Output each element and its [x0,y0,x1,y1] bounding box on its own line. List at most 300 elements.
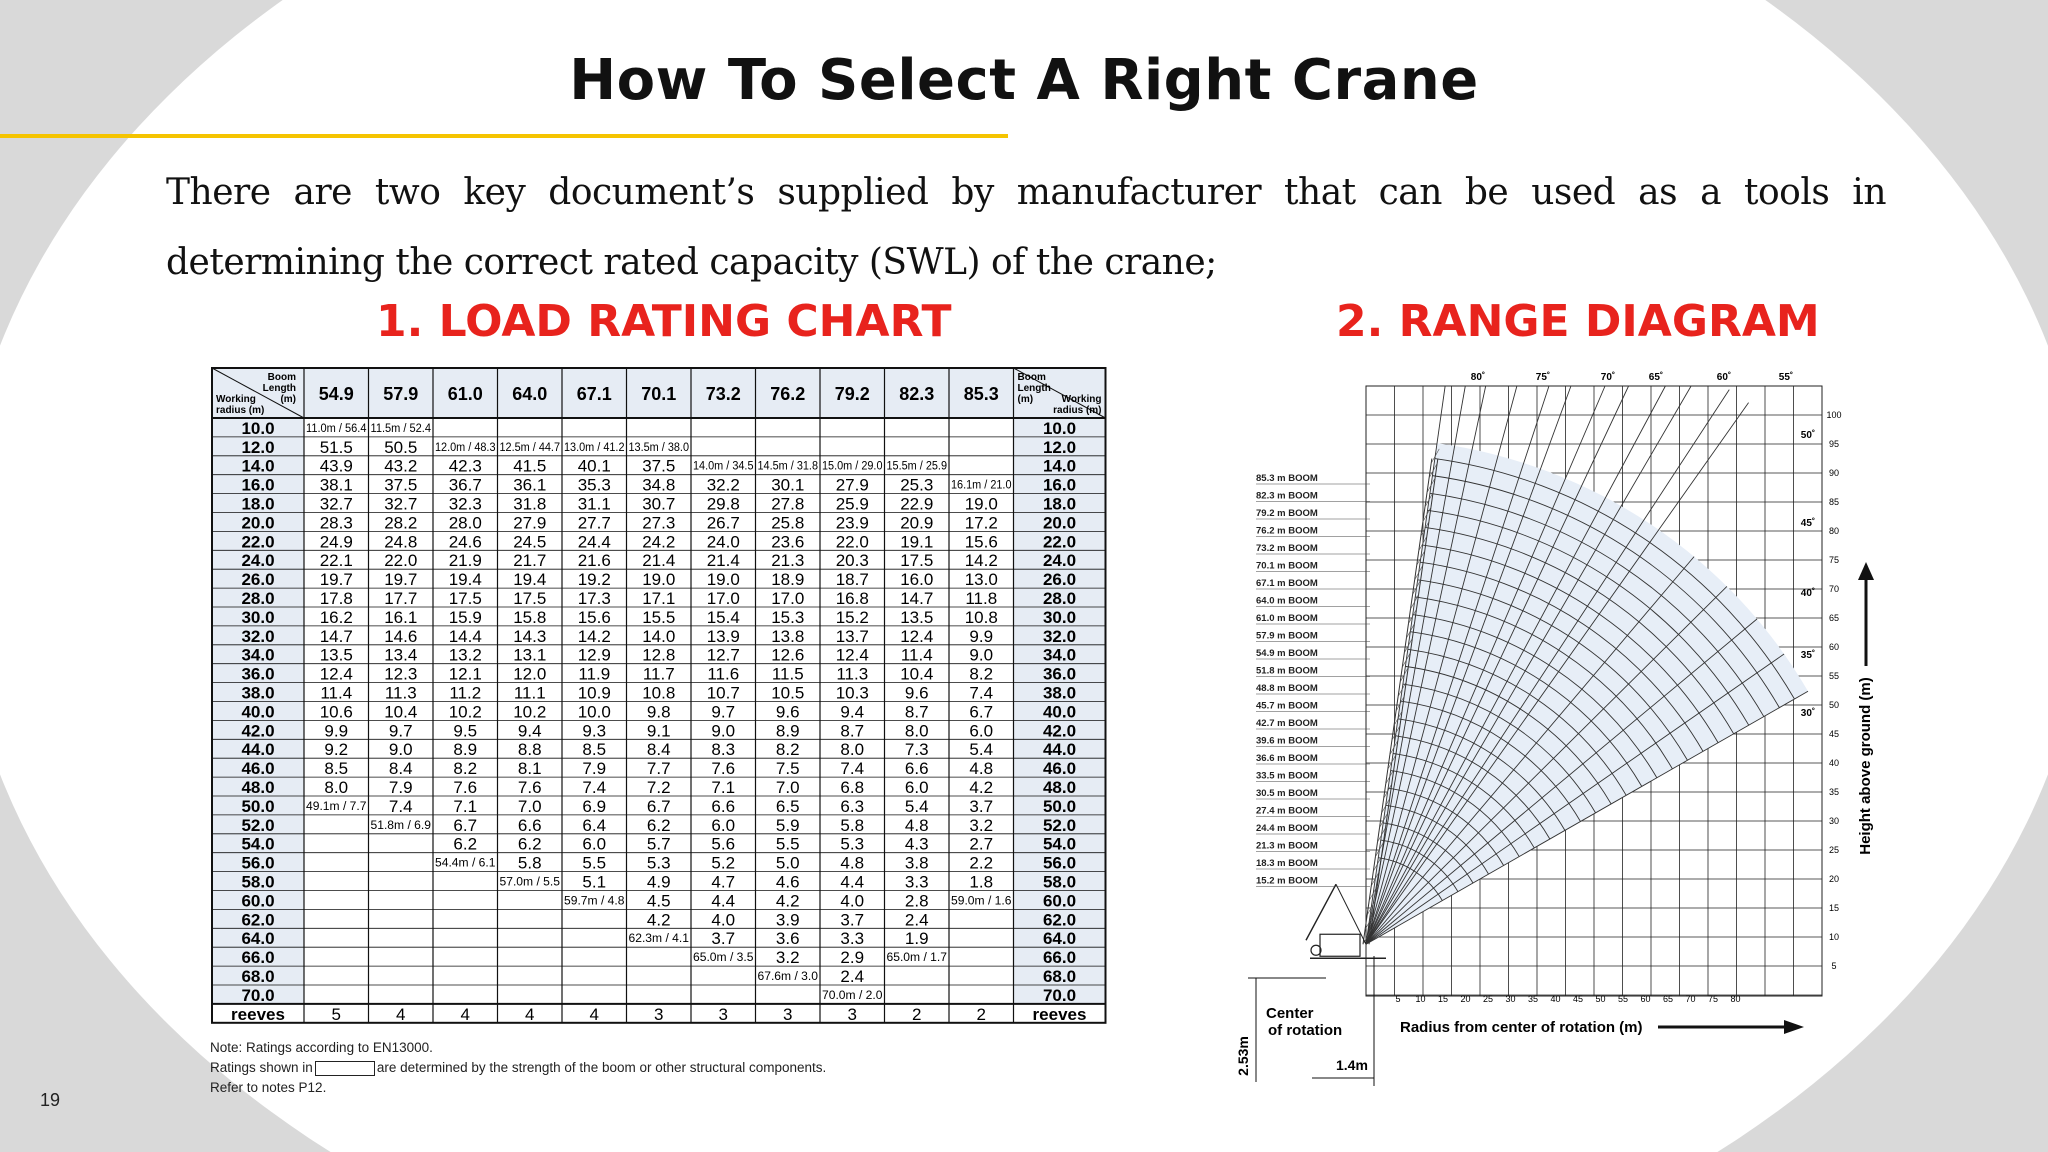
capacity-cell: 6.7 [453,815,478,835]
capacity-cell: 5.5 [582,853,607,873]
capacity-cell: 3.2 [775,948,800,968]
capacity-cell: 17.5 [900,551,934,571]
capacity-cell: 8.0 [324,778,349,797]
radius-label: 32.0 [241,626,275,646]
capacity-cell: 19.1 [900,532,934,552]
capacity-cell: 6.7 [969,702,994,722]
capacity-cell: 7.1 [453,796,478,816]
capacity-cell: 6.5 [775,796,800,816]
radius-label-right: 62.0 [1042,910,1077,930]
capacity-cell: 5.1 [582,872,607,892]
radius-label-right: 46.0 [1042,759,1077,779]
radius-label-right: 30.0 [1042,607,1077,627]
boom-label: 30.5 m BOOM [1256,788,1318,799]
capacity-cell: 3.7 [711,929,736,949]
capacity-cell: 7.6 [517,778,542,797]
boom-label: 18.3 m BOOM [1256,858,1318,869]
capacity-cell: 12.4 [319,664,353,684]
radius-label-right: 44.0 [1042,740,1077,760]
capacity-cell: 6.7 [646,796,671,816]
radius-tick: 20 [1460,994,1471,1004]
capacity-cell: 9.0 [388,740,413,760]
radius-label-right: 38.0 [1042,683,1077,703]
capacity-cell: 62.3m / 4.1 [628,933,689,946]
note-line-3: Refer to notes P12. [210,1080,327,1095]
capacity-cell: 15.9 [448,607,482,627]
capacity-cell: 9.5 [453,721,478,741]
top-angle-label: 75˚ [1535,372,1551,383]
capacity-cell: 13.2 [448,645,482,665]
capacity-cell: 27.9 [835,475,869,495]
capacity-cell: 3.3 [904,872,929,892]
top-angle-label: 65˚ [1648,372,1664,383]
radius-label-right: 26.0 [1042,570,1077,590]
capacity-cell: 3.7 [969,796,994,816]
x-axis-arrowhead [1784,1020,1804,1034]
capacity-cell: 9.3 [582,721,607,741]
capacity-cell: 16.8 [835,589,869,608]
radius-label: 58.0 [241,872,275,892]
capacity-cell: 7.4 [388,796,413,816]
capacity-cell: 43.2 [384,456,418,476]
radius-label-right: 56.0 [1042,853,1077,873]
capacity-cell: 19.2 [577,570,611,590]
radius-label: 18.0 [241,494,275,514]
radius-label: 36.0 [241,664,275,684]
capacity-cell: 11.2 [449,683,482,703]
capacity-cell: 8.0 [840,740,865,760]
capacity-cell: 15.3 [771,607,805,627]
capacity-cell: 9.0 [969,645,994,665]
capacity-cell: 8.0 [904,721,929,741]
capacity-cell: 38.1 [319,475,353,495]
capacity-cell: 67.6m / 3.0 [757,971,818,983]
capacity-cell: 59.7m / 4.8 [564,895,625,908]
radius-tick: 55 [1617,994,1629,1004]
slide-title: How To Select A Right Crane [569,48,1479,113]
capacity-cell: 11.1 [513,683,546,703]
radius-label: 12.0 [241,437,275,457]
capacity-cell: 7.2 [646,778,671,797]
height-tick: 90 [1828,468,1840,478]
radius-label-right: 12.0 [1042,437,1077,457]
reeves-label: reeves [231,1004,285,1024]
capacity-cell: 5.2 [711,853,736,873]
radius-label: 56.0 [241,853,275,873]
capacity-cell: 4.2 [775,891,800,911]
capacity-cell: 13.0 [964,570,998,590]
capacity-cell: 36.1 [513,475,547,495]
radius-label-right: 20.0 [1042,513,1077,533]
capacity-cell: 2.9 [840,948,865,968]
top-angle-label: 60˚ [1716,372,1732,383]
capacity-cell: 23.6 [771,532,805,552]
boom-length-header: 82.3 [899,384,935,404]
capacity-cell: 3.7 [840,910,865,930]
capacity-cell: 10.7 [706,683,740,703]
radius-label-right: 48.0 [1042,778,1077,797]
capacity-cell: 19.0 [706,570,740,590]
y-axis-label: Height above ground (m) [1857,677,1874,855]
capacity-cell: 15.5 [642,607,676,627]
capacity-cell: 13.5m / 38.0 [628,441,689,454]
capacity-cell: 30.1 [771,475,805,495]
radius-label-right: 40.0 [1042,702,1077,722]
capacity-cell: 17.5 [448,589,482,608]
height-tick: 55 [1828,671,1840,681]
side-angle-label: 50˚ [1800,430,1816,441]
boom-label: 45.7 m BOOM [1256,700,1318,712]
capacity-cell: 8.4 [388,759,413,779]
height-tick: 65 [1828,613,1840,623]
capacity-cell: 50.5 [384,437,418,457]
height-tick: 15 [1828,903,1840,913]
capacity-cell: 12.9 [577,645,611,665]
radius-label-right: 34.0 [1042,645,1077,665]
capacity-cell: 6.0 [969,721,994,741]
capacity-cell: 6.0 [904,778,929,797]
capacity-cell: 14.0 [642,626,676,646]
boom-label: 85.3 m BOOM [1256,473,1318,484]
capacity-cell: 4.8 [969,759,994,779]
capacity-cell: 9.4 [517,721,542,741]
corner-label: radius (m) [216,405,265,416]
capacity-cell: 19.7 [384,570,418,590]
radius-label: 16.0 [241,475,275,495]
capacity-cell: 8.2 [775,740,800,760]
capacity-cell: 8.2 [453,759,478,779]
height-tick: 5 [1831,961,1837,971]
capacity-cell: 14.6 [384,626,418,646]
top-angle-label: 55˚ [1778,372,1794,383]
note-line-2b: are determined by the strength of the boom or other structural components. [376,1060,827,1075]
capacity-cell: 5.3 [646,853,671,873]
capacity-cell: 8.7 [840,721,865,741]
boom-label: 15.2 m BOOM [1256,875,1318,887]
radius-label-right: 54.0 [1042,834,1077,854]
capacity-cell: 2.8 [904,891,929,911]
crane-mast [1306,884,1336,940]
reeves-value: 3 [654,1004,664,1024]
capacity-cell: 8.4 [646,740,671,760]
capacity-cell: 17.5 [513,589,547,608]
radius-tick: 40 [1550,994,1561,1004]
reeves-value: 3 [718,1004,728,1024]
radius-label: 28.0 [241,589,275,608]
capacity-cell: 2.4 [904,910,929,930]
capacity-cell: 12.6 [771,645,805,665]
capacity-cell: 27.9 [513,513,547,533]
reeves-value: 4 [589,1004,599,1024]
capacity-cell: 3.9 [775,910,800,930]
radius-label-right: 52.0 [1042,815,1077,835]
capacity-cell: 59.0m / 1.6 [951,895,1012,908]
capacity-cell: 21.6 [577,551,611,571]
radius-tick: 45 [1572,994,1584,1004]
capacity-cell: 9.9 [324,721,349,741]
capacity-cell: 7.6 [711,759,736,779]
capacity-cell: 8.5 [582,740,607,760]
radius-tick: 70 [1685,994,1696,1004]
radius-label: 60.0 [241,891,275,911]
capacity-cell: 6.0 [711,815,736,835]
capacity-cell: 20.3 [835,551,869,571]
radius-label-right: 16.0 [1042,475,1077,495]
capacity-cell: 12.4 [900,626,934,646]
radius-label-right: 32.0 [1042,626,1077,646]
capacity-cell: 11.8 [965,589,998,608]
boom-label: 73.2 m BOOM [1256,543,1318,554]
capacity-cell: 31.8 [513,494,547,514]
capacity-cell: 8.5 [324,759,349,779]
boom-label: 33.5 m BOOM [1256,770,1318,782]
capacity-cell: 9.6 [904,683,929,703]
capacity-cell: 5.9 [775,815,800,835]
height-tick: 80 [1828,526,1840,536]
radius-label: 42.0 [241,721,275,741]
capacity-cell: 22.0 [835,532,869,552]
capacity-cell: 17.1 [642,589,676,608]
capacity-cell: 8.7 [904,702,929,722]
capacity-cell: 14.2 [964,551,998,571]
height-tick: 10 [1828,932,1840,942]
capacity-cell: 23.9 [835,513,869,533]
capacity-cell: 29.8 [706,494,740,514]
capacity-cell: 4.0 [840,891,865,911]
corner-label-right: radius (m) [1053,405,1102,416]
capacity-cell: 3.6 [775,929,800,949]
radius-label: 10.0 [241,418,275,438]
capacity-cell: 10.4 [900,664,934,684]
radius-label-right: 18.0 [1042,494,1077,514]
capacity-cell: 20.9 [900,513,934,533]
capacity-cell: 5.6 [711,834,736,854]
capacity-cell: 18.7 [835,570,869,590]
radius-label: 70.0 [241,985,275,1005]
capacity-cell: 24.9 [319,532,353,552]
radius-tick: 50 [1595,994,1606,1004]
radius-label: 24.0 [241,551,275,571]
capacity-cell: 24.8 [384,532,418,552]
boom-label: 48.8 m BOOM [1256,683,1318,694]
capacity-cell: 21.4 [642,551,676,571]
radius-tick: 15 [1437,994,1449,1004]
boom-length-header: 54.9 [318,384,354,404]
radius-label: 20.0 [241,513,275,533]
capacity-cell: 4.3 [904,834,929,854]
capacity-cell: 17.0 [771,589,805,608]
capacity-cell: 19.4 [448,570,482,590]
crane-stay [1336,884,1366,944]
radius-tick: 30 [1505,994,1516,1004]
boom-length-header: 85.3 [963,384,999,404]
side-angle-label: 35˚ [1800,650,1816,661]
capacity-cell: 14.3 [513,626,547,646]
radius-label-right: 36.0 [1042,664,1077,684]
capacity-cell: 17.7 [384,589,418,608]
capacity-cell: 19.4 [513,570,547,590]
capacity-cell: 32.7 [319,494,353,514]
height-tick: 85 [1828,497,1840,507]
capacity-cell: 6.6 [711,796,736,816]
height-tick: 95 [1828,439,1840,449]
range-diagram-heading: 2. RANGE DIAGRAM [1336,296,1820,347]
capacity-cell: 14.7 [319,626,353,646]
capacity-cell: 6.2 [453,834,478,854]
capacity-cell: 27.7 [577,513,611,533]
capacity-cell: 12.0m / 48.3 [435,441,496,454]
capacity-cell: 12.0 [513,664,547,684]
boom-length-header: 57.9 [383,384,419,404]
reeves-value: 4 [460,1004,470,1024]
capacity-cell: 30.7 [642,494,676,514]
capacity-cell: 12.8 [642,645,676,665]
capacity-cell: 14.4 [448,626,482,646]
capacity-cell: 16.1 [384,607,418,627]
capacity-cell: 10.0 [577,702,611,722]
corner-label: Boom [267,372,296,383]
capacity-cell: 21.9 [448,551,482,571]
note-line-2 [210,1058,826,1078]
capacity-cell: 10.6 [319,702,353,722]
capacity-cell: 13.9 [706,626,740,646]
capacity-cell: 22.1 [319,551,353,571]
capacity-cell: 26.7 [706,513,740,533]
radius-label: 62.0 [241,910,275,930]
capacity-cell: 11.0m / 56.4 [306,422,368,435]
capacity-cell: 8.2 [969,664,994,684]
capacity-cell: 28.3 [319,513,353,533]
capacity-cell: 17.2 [964,513,998,533]
top-angle-label: 80˚ [1470,372,1486,383]
radius-label: 34.0 [241,645,275,665]
radius-label: 54.0 [241,834,275,854]
capacity-cell: 51.8m / 6.9 [370,819,431,832]
capacity-cell: 5.0 [775,853,800,873]
range-diagram-figure [1226,366,1874,1086]
chart-notes [210,1038,826,1098]
capacity-cell: 1.9 [904,929,929,949]
capacity-cell: 31.1 [577,494,611,514]
capacity-cell: 15.6 [964,532,998,552]
reeves-label-right: reeves [1032,1004,1087,1024]
capacity-cell: 12.4 [835,645,869,665]
capacity-cell: 13.7 [835,626,869,646]
side-angle-label: 40˚ [1800,588,1816,599]
note-line-2a: Ratings shown in [210,1060,313,1075]
bordered-box-symbol [315,1061,375,1076]
corner-label-right: Working [1061,394,1102,405]
radius-tick: 80 [1730,994,1741,1004]
corner-label-right: Length [1017,383,1051,394]
capacity-cell: 19.0 [964,494,998,514]
capacity-cell: 16.0 [900,570,934,590]
capacity-cell: 8.3 [711,740,736,760]
capacity-cell: 65.0m / 1.7 [886,952,947,965]
capacity-cell: 19.7 [319,570,353,590]
capacity-cell: 13.4 [384,645,418,665]
capacity-cell: 24.4 [577,532,611,552]
capacity-cell: 65.0m / 3.5 [693,952,754,965]
capacity-cell: 32.7 [384,494,418,514]
corner-label-right: Boom [1017,372,1046,383]
capacity-cell: 10.8 [642,683,676,703]
capacity-cell: 19.0 [642,570,676,590]
boom-label: 24.4 m BOOM [1256,823,1318,834]
capacity-cell: 10.2 [448,702,482,722]
crane-cab [1320,934,1360,956]
capacity-cell: 15.6 [577,607,611,627]
capacity-cell: 9.2 [324,740,349,760]
capacity-cell: 10.9 [577,683,611,703]
capacity-cell: 6.8 [840,778,865,797]
height-tick: 20 [1828,874,1840,884]
corner-label: (m) [280,394,296,405]
capacity-cell: 4.8 [840,853,865,873]
capacity-cell: 22.0 [384,551,418,571]
capacity-cell: 17.0 [706,589,740,608]
radius-label: 14.0 [241,456,275,476]
reeves-value: 4 [525,1004,535,1024]
boom-label: 51.8 m BOOM [1256,665,1318,677]
load-rating-chart-heading: 1. LOAD RATING CHART [376,296,952,347]
capacity-cell: 4.5 [646,891,671,911]
capacity-cell: 16.1m / 21.0 [951,479,1012,492]
radius-label-right: 14.0 [1042,456,1077,476]
capacity-cell: 25.8 [771,513,805,533]
radius-tick: 10 [1415,994,1426,1004]
capacity-cell: 5.4 [969,740,994,760]
load-rating-chart [210,366,1104,1022]
capacity-cell: 9.6 [775,702,800,722]
capacity-cell: 4.0 [711,910,736,930]
boom-label: 39.6 m BOOM [1256,735,1318,747]
capacity-cell: 34.8 [642,475,676,495]
radius-tick: 5 [1395,994,1401,1004]
corner-label: Length [262,383,296,394]
boom-label: 27.4 m BOOM [1256,805,1318,817]
capacity-cell: 15.4 [706,607,740,627]
capacity-cell: 14.2 [577,626,611,646]
center-label: Center [1266,1005,1314,1022]
capacity-cell: 7.9 [388,778,413,797]
capacity-cell: 24.6 [448,532,482,552]
capacity-cell: 11.3 [384,683,417,703]
capacity-cell: 11.5 [771,664,804,684]
radius-tick: 60 [1640,994,1651,1004]
capacity-cell: 7.9 [582,759,607,779]
capacity-cell: 54.4m / 6.1 [435,857,496,870]
capacity-cell: 28.0 [448,513,482,533]
capacity-cell: 8.8 [517,740,542,760]
capacity-cell: 3.2 [969,815,994,835]
capacity-cell: 4.2 [646,910,671,930]
capacity-cell: 4.2 [969,778,994,797]
capacity-cell: 9.7 [711,702,736,722]
capacity-cell: 15.0m / 29.0 [822,460,883,473]
radius-tick: 75 [1707,994,1719,1004]
capacity-cell: 40.1 [577,456,611,476]
capacity-cell: 49.1m / 7.7 [306,800,367,813]
radius-label: 38.0 [241,683,275,703]
radius-label: 64.0 [241,929,275,949]
radius-label: 48.0 [241,778,275,797]
radius-label: 26.0 [241,570,275,590]
height-tick: 75 [1828,555,1840,565]
boom-label: 21.3 m BOOM [1256,840,1318,852]
capacity-cell: 22.9 [900,494,934,514]
capacity-cell: 12.7 [706,645,740,665]
